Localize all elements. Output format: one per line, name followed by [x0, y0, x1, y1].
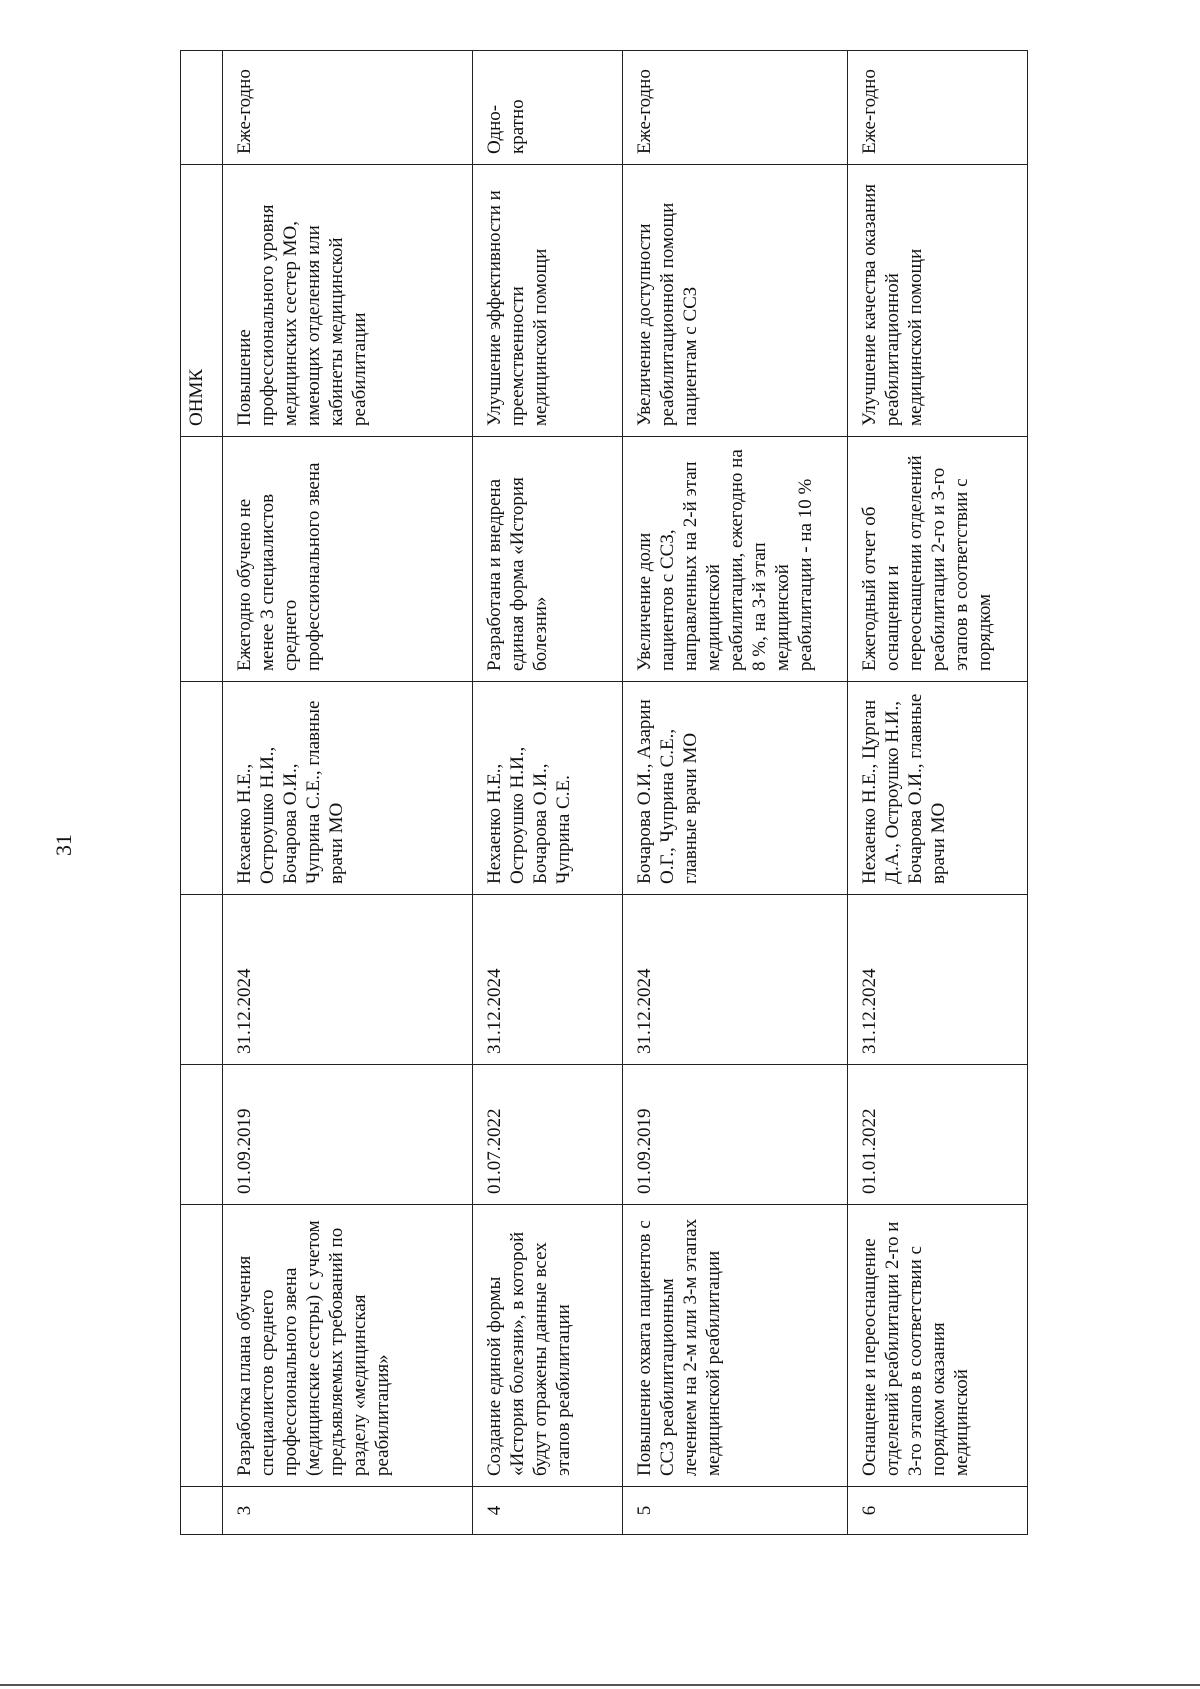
- header-cell: [181, 1487, 223, 1535]
- task-cell: Оснащение и переоснащение отделений реабилитации 2-го и 3-го этапов в соответствии с порядком оказания медицинской: [848, 1205, 1028, 1487]
- responsible-cell: Нехаенко Н.Е., Остроушко Н.И., Бочарова О.И., Чуприна С.Е.: [473, 682, 623, 895]
- header-cell-onmk: ОНМК: [181, 165, 223, 437]
- header-cell: [181, 895, 223, 1065]
- start-date-cell: 01.01.2022: [848, 1065, 1028, 1205]
- frequency-cell: Еже-годно: [223, 51, 473, 165]
- end-date-cell: 31.12.2024: [473, 895, 623, 1065]
- indicator-cell: Ежегодный отчет об оснащении и переоснащении отделений реабилитации 2-го и 3-го этапов в соответствии с порядком: [848, 437, 1028, 682]
- result-cell: Улучшение качества оказания реабилитационной медицинской помощи: [848, 165, 1028, 437]
- rotated-table-wrapper: [180, 51, 1019, 1535]
- task-cell: Разработка плана обучения специалистов среднего профессионального звена (медицинские сестры) с учетом предъявляемых требований по разделу «медицинская реабилитация»: [223, 1205, 473, 1487]
- result-cell: Увеличение доступности реабилитационной помощи пациентам с ССЗ: [623, 165, 848, 437]
- table-row: [223, 51, 473, 1535]
- row-number: 6: [848, 1487, 1028, 1535]
- indicator-cell: Ежегодно обучено не менее 3 специалистов среднего профессионального звена: [223, 437, 473, 682]
- header-cell: [181, 51, 223, 165]
- result-cell: Улучшение эффективности и преемственности медицинской помощи: [473, 165, 623, 437]
- header-cell: [181, 437, 223, 682]
- table-header-row: [181, 51, 223, 1535]
- responsible-cell: Бочарова О.И., Азарин О.Г., Чуприна С.Е., главные врачи МО: [623, 682, 848, 895]
- table-row: [473, 51, 623, 1535]
- header-cell: [181, 1065, 223, 1205]
- plan-table: [180, 50, 1028, 1535]
- task-cell: Создание единой формы «История болезни», в которой будут отражены данные всех этапов реабилитации: [473, 1205, 623, 1487]
- start-date-cell: 01.09.2019: [623, 1065, 848, 1205]
- indicator-cell: Увеличение доли пациентов с ССЗ, направленных на 2-й этап медицинской реабилитации, ежегодно на 8 %, на 3-й этап медицинской реабилитации - на 10 %: [623, 437, 848, 682]
- end-date-cell: 31.12.2024: [223, 895, 473, 1065]
- start-date-cell: 01.07.2022: [473, 1065, 623, 1205]
- scan-edge-line: [0, 1684, 1200, 1686]
- table-row: [848, 51, 1028, 1535]
- responsible-cell: Нехаенко Н.Е., Цурган Д.А., Остроушко Н.И., Бочарова О.И., главные врачи МО: [848, 682, 1028, 895]
- page-number: 31: [51, 834, 76, 856]
- table-row: [623, 51, 848, 1535]
- header-cell: [181, 1205, 223, 1487]
- task-cell: Повышение охвата пациентов с ССЗ реабилитационным лечением на 2-м или 3-м этапах медицинской реабилитации: [623, 1205, 848, 1487]
- result-cell: Повышение профессионального уровня медицинских сестер МО, имеющих отделения или кабинеты медицинской реабилитации: [223, 165, 473, 437]
- frequency-cell: Одно-кратно: [473, 51, 623, 165]
- indicator-cell: Разработана и внедрена единая форма «История болезни»: [473, 437, 623, 682]
- row-number: 5: [623, 1487, 848, 1535]
- end-date-cell: 31.12.2024: [848, 895, 1028, 1065]
- header-cell: [181, 682, 223, 895]
- end-date-cell: 31.12.2024: [623, 895, 848, 1065]
- start-date-cell: 01.09.2019: [223, 1065, 473, 1205]
- frequency-cell: Еже-годно: [623, 51, 848, 165]
- frequency-cell: Еже-годно: [848, 51, 1028, 165]
- row-number: 4: [473, 1487, 623, 1535]
- responsible-cell: Нехаенко Н.Е., Остроушко Н.И., Бочарова О.И., Чуприна С.Е., главные врачи МО: [223, 682, 473, 895]
- row-number: 3: [223, 1487, 473, 1535]
